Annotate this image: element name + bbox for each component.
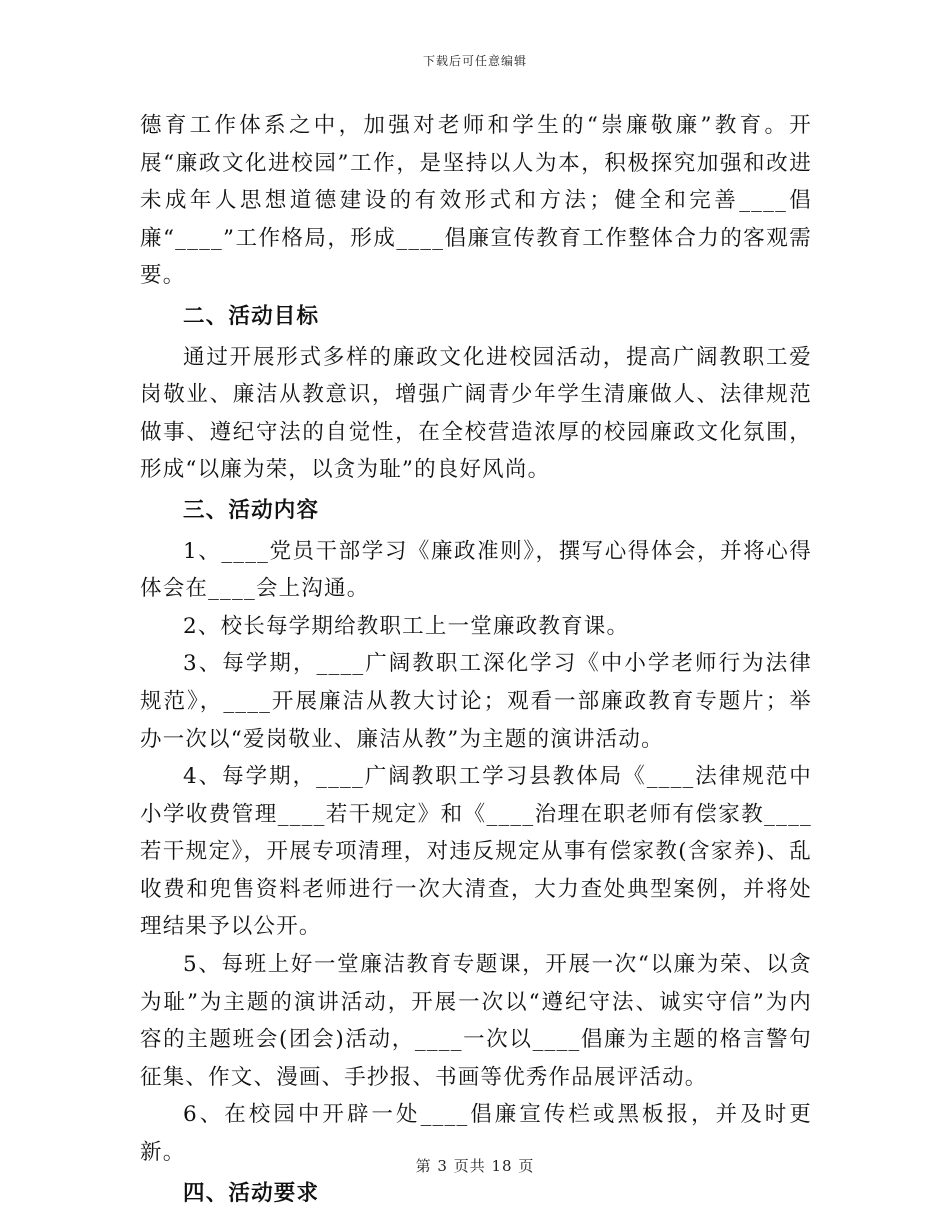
list-item-2: 2、校长每学期给教职工上一堂廉政教育课。 (183, 613, 630, 639)
list-item-4: 4、每学期，____广阔教职工学习县教体局《____法律规范中小学收费管理____若干规定》和《____治理在职老师有偿家教____若干规定》，开展专项清理，对违反规定从事有偿家教(含家养)、乱收费和兜售资料老师进行一次大清查，大力查处典型案例，并将处理结果予以公开。 (140, 764, 812, 940)
paragraph-goal: 通过开展形式多样的廉政文化进校园活动，提高广阔教职工爱岗敬业、廉洁从教意识，增强广阔青少年学生清廉做人、法律规范做事、遵纪守法的自觉性，在全校营造浓厚的校园廉政文化氛围，形成“以廉为荣，以贪为耻”的良好风尚。 (140, 344, 812, 483)
paragraph-intro: 德育工作体系之中，加强对老师和学生的“崇廉敬廉”教育。开展“廉政文化进校园”工作，是坚持以人为本，积极探究加强和改进未成年人思想道德建设的有效形式和方法；健全和完善____倡廉“____”工作格局，形成____倡廉宣传教育工作整体合力的客观需要。 (140, 113, 812, 289)
list-item-6: 6、在校园中开辟一处____倡廉宣传栏或黑板报，并及时更新。 (140, 1102, 812, 1166)
list-item-5: 5、每班上好一堂廉洁教育专题课，开展一次“以廉为荣、以贪为耻”为主题的演讲活动，开展一次以“遵纪守法、诚实守信”为内容的主题班会(团会)活动，____一次以____倡廉为主题的格言警句征集、作文、漫画、手抄报、书画等优秀作品展评活动。 (140, 952, 812, 1090)
list-item-3: 3、每学期，____广阔教职工深化学习《中小学老师行为法律规范》，____开展廉洁从教大讨论；观看一部廉政教育专题片；举办一次以“爱岗敬业、廉洁从教”为主题的演讲活动。 (140, 651, 812, 752)
section-heading-content: 三、活动内容 (183, 497, 320, 523)
page-number: 第 3 页共 18 页 (415, 1157, 535, 1175)
document-body (140, 107, 812, 1215)
section-heading-goal: 二、活动目标 (183, 303, 320, 329)
list-item-1: 1、____党员干部学习《廉政准则》，撰写心得体会，并将心得体会在____会上沟通。 (140, 538, 812, 602)
page-header: 下载后可任意编辑 (422, 54, 527, 68)
section-heading-requirements: 四、活动要求 (183, 1180, 320, 1206)
